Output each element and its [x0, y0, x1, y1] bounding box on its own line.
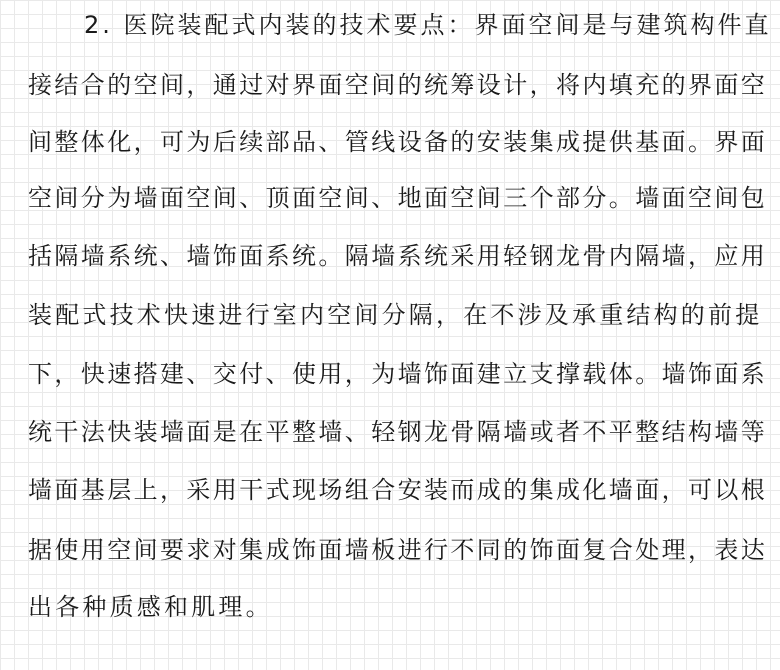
text-line-9: 墙面基层上，采用干式现场组合安装而成的集成化墙面，可以根	[28, 476, 768, 504]
text-line-3: 间整体化，可为后续部品、管线设备的安装集成提供基面。界面	[28, 128, 768, 156]
text-line-2: 接结合的空间，通过对界面空间的统筹设计，将内填充的界面空	[28, 71, 768, 99]
text-line-10: 据使用空间要求对集成饰面墙板进行不同的饰面复合处理，表达	[28, 536, 768, 564]
text-line-5: 括隔墙系统、墙饰面系统。隔墙系统采用轻钢龙骨内隔墙，应用	[28, 242, 768, 270]
text-line-11: 出各种质感和肌理。	[28, 593, 273, 621]
text-line-1: 2. 医院装配式内装的技术要点：界面空间是与建筑构件直	[84, 11, 772, 39]
text-line-4: 空间分为墙面空间、顶面空间、地面空间三个部分。墙面空间包	[28, 184, 768, 212]
text-line-7: 下，快速搭建、交付、使用，为墙饰面建立支撑载体。墙饰面系	[28, 360, 768, 388]
text-line-6: 装配式技术快速进行室内空间分隔，在不涉及承重结构的前提	[28, 301, 763, 329]
text-line-8: 统干法快装墙面是在平整墙、轻钢龙骨隔墙或者不平整结构墙等	[28, 418, 768, 446]
